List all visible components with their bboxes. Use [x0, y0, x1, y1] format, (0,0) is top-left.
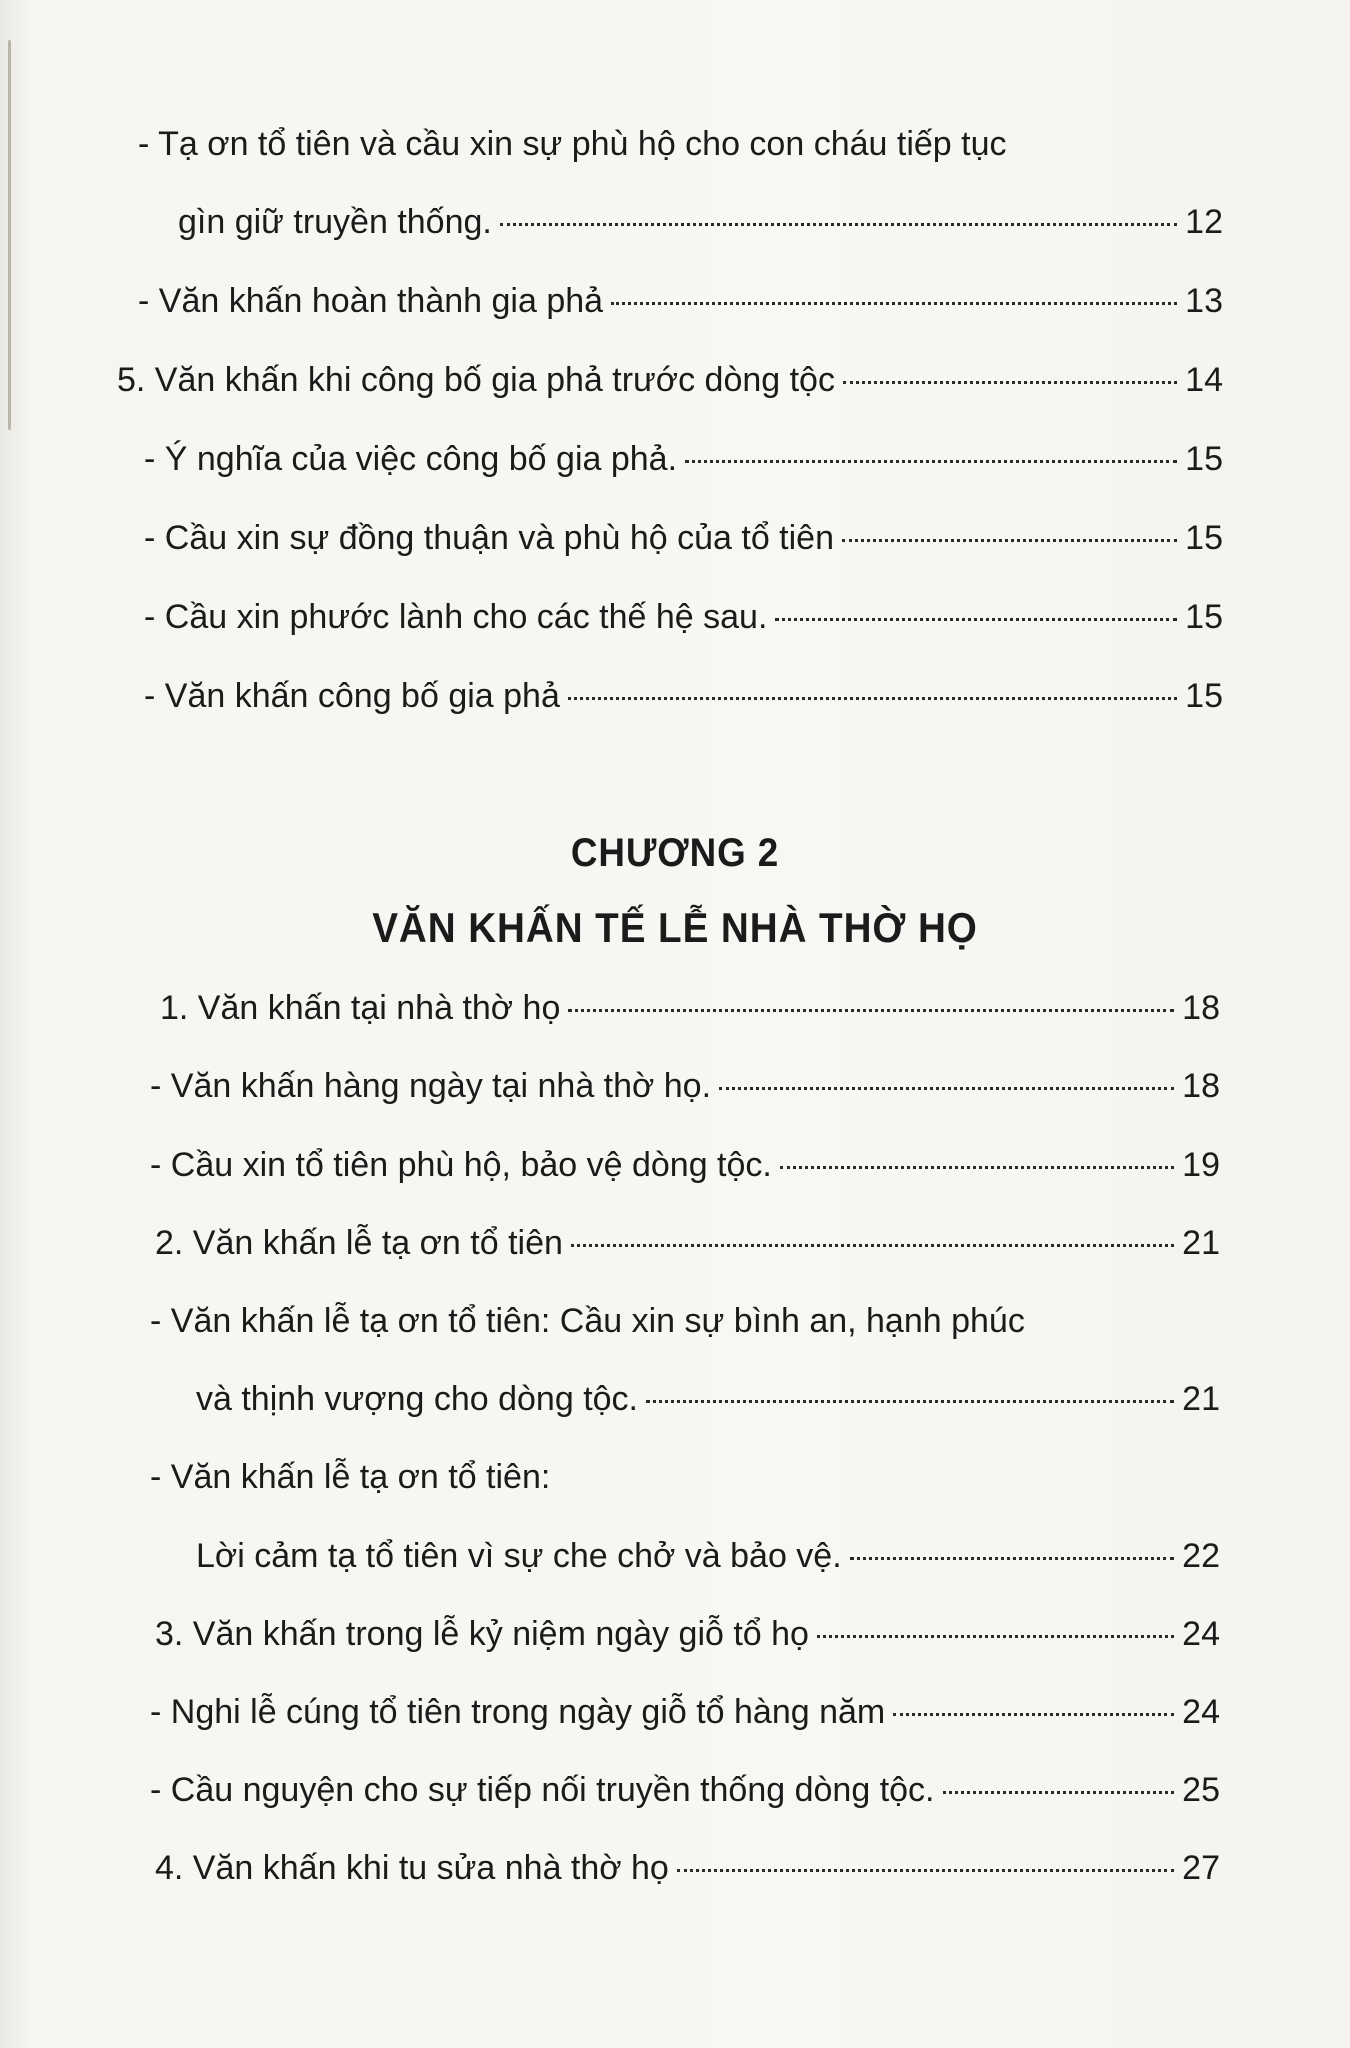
toc-entry-label: - Văn khấn hàng ngày tại nhà thờ họ.: [150, 1067, 712, 1105]
toc-entry-page: 24: [1182, 1693, 1220, 1731]
toc-entry: [117, 358, 1223, 402]
toc-entry-label: - Ý nghĩa của việc công bố gia phả.: [144, 440, 678, 478]
toc-leader-dots: [719, 1087, 1174, 1090]
toc-entry-page: 22: [1182, 1537, 1220, 1575]
toc-entry-page: 18: [1182, 989, 1220, 1027]
toc-leader-dots: [843, 381, 1177, 384]
toc-entry-page: 15: [1185, 519, 1223, 557]
toc-entry: [150, 1455, 1220, 1499]
chapter-number: CHƯƠNG 2: [570, 831, 780, 875]
toc-leader-dots: [842, 539, 1177, 542]
toc-entry-label: - Cầu xin sự đồng thuận và phù hộ của tổ tiên: [144, 519, 834, 557]
toc-entry-label: - Cầu xin tổ tiên phù hộ, bảo vệ dòng tộc.: [150, 1146, 772, 1184]
toc-entry-label: - Cầu nguyện cho sự tiếp nối truyền thống dòng tộc.: [150, 1771, 935, 1809]
toc-entry-label: gìn giữ truyền thống.: [178, 203, 492, 241]
toc-entry-page: 13: [1185, 282, 1223, 320]
toc-entry-label: - Văn khấn lễ tạ ơn tổ tiên:: [150, 1458, 551, 1496]
toc-entry-label: - Văn khấn hoàn thành gia phả: [138, 282, 604, 320]
toc-entry-page: 27: [1182, 1849, 1220, 1887]
toc-entry-page: 15: [1185, 440, 1223, 478]
toc-entry: [144, 674, 1223, 718]
toc-entry: [178, 200, 1223, 244]
toc-entry: [144, 595, 1223, 639]
toc-leader-dots: [943, 1791, 1175, 1794]
toc-leader-dots: [685, 460, 1177, 463]
toc-entry-label: và thịnh vượng cho dòng tộc.: [196, 1380, 638, 1418]
toc-leader-dots: [775, 618, 1177, 621]
toc-entry-page: 21: [1182, 1380, 1220, 1418]
toc-entry: [144, 437, 1223, 481]
toc-leader-dots: [568, 697, 1177, 700]
toc-entry: [150, 1064, 1220, 1108]
toc-entry-page: 18: [1182, 1067, 1220, 1105]
toc-entry-page: 25: [1182, 1771, 1220, 1809]
toc-entry-label: 4. Văn khấn khi tu sửa nhà thờ họ: [155, 1849, 669, 1887]
toc-entry-label: 5. Văn khấn khi công bố gia phả trước dòng tộc: [117, 361, 835, 399]
toc-entry-label: 2. Văn khấn lễ tạ ơn tổ tiên: [155, 1224, 563, 1262]
toc-entry-page: 21: [1182, 1224, 1220, 1262]
toc-entry-label: - Cầu xin phước lành cho các thế hệ sau.: [144, 598, 768, 636]
toc-entry: [160, 986, 1220, 1030]
toc-entry-label: - Văn khấn công bố gia phả: [144, 677, 560, 715]
toc-entry-page: 15: [1185, 677, 1223, 715]
toc-entry: [150, 1768, 1220, 1812]
toc-leader-dots: [850, 1557, 1175, 1560]
toc-entry: [144, 516, 1223, 560]
toc-entry-page: 24: [1182, 1615, 1220, 1653]
toc-leader-dots: [646, 1400, 1174, 1403]
toc-entry: [196, 1377, 1220, 1421]
toc-entry-page: 12: [1185, 203, 1223, 241]
toc-entry-label: 1. Văn khấn tại nhà thờ họ: [160, 989, 561, 1027]
toc-entry: [150, 1690, 1220, 1734]
toc-leader-dots: [780, 1166, 1174, 1169]
toc-entry-label: 3. Văn khấn trong lễ kỷ niệm ngày giỗ tổ họ: [155, 1615, 809, 1653]
toc-entry-page: 19: [1182, 1146, 1220, 1184]
toc-entry: [138, 279, 1223, 323]
toc-entry-label: - Văn khấn lễ tạ ơn tổ tiên: Cầu xin sự bình an, hạnh phúc: [150, 1302, 1025, 1340]
toc-leader-dots: [571, 1244, 1174, 1247]
toc-leader-dots: [677, 1869, 1174, 1872]
toc-entry: [155, 1846, 1220, 1890]
toc-leader-dots: [500, 223, 1177, 226]
chapter-title: VĂN KHẤN TẾ LỄ NHÀ THỜ HỌ: [372, 904, 978, 951]
toc-entry-label: Lời cảm tạ tổ tiên vì sự che chở và bảo vệ.: [196, 1537, 842, 1575]
toc-entry: [150, 1143, 1220, 1187]
toc-leader-dots: [611, 302, 1177, 305]
toc-entry-page: 14: [1185, 361, 1223, 399]
toc-entry-page: 15: [1185, 598, 1223, 636]
toc-entry: [150, 1299, 1220, 1343]
toc-entry: [155, 1612, 1220, 1656]
toc-entry-label: - Tạ ơn tổ tiên và cầu xin sự phù hộ cho con cháu tiếp tục: [138, 125, 1007, 163]
toc-entry-label: - Nghi lễ cúng tổ tiên trong ngày giỗ tổ hàng năm: [150, 1693, 886, 1731]
toc-entry: [196, 1534, 1220, 1578]
toc-leader-dots: [568, 1009, 1174, 1012]
toc-entry: [138, 122, 1223, 166]
toc-leader-dots: [893, 1713, 1174, 1716]
toc-leader-dots: [817, 1635, 1174, 1638]
toc-entry: [155, 1221, 1220, 1265]
